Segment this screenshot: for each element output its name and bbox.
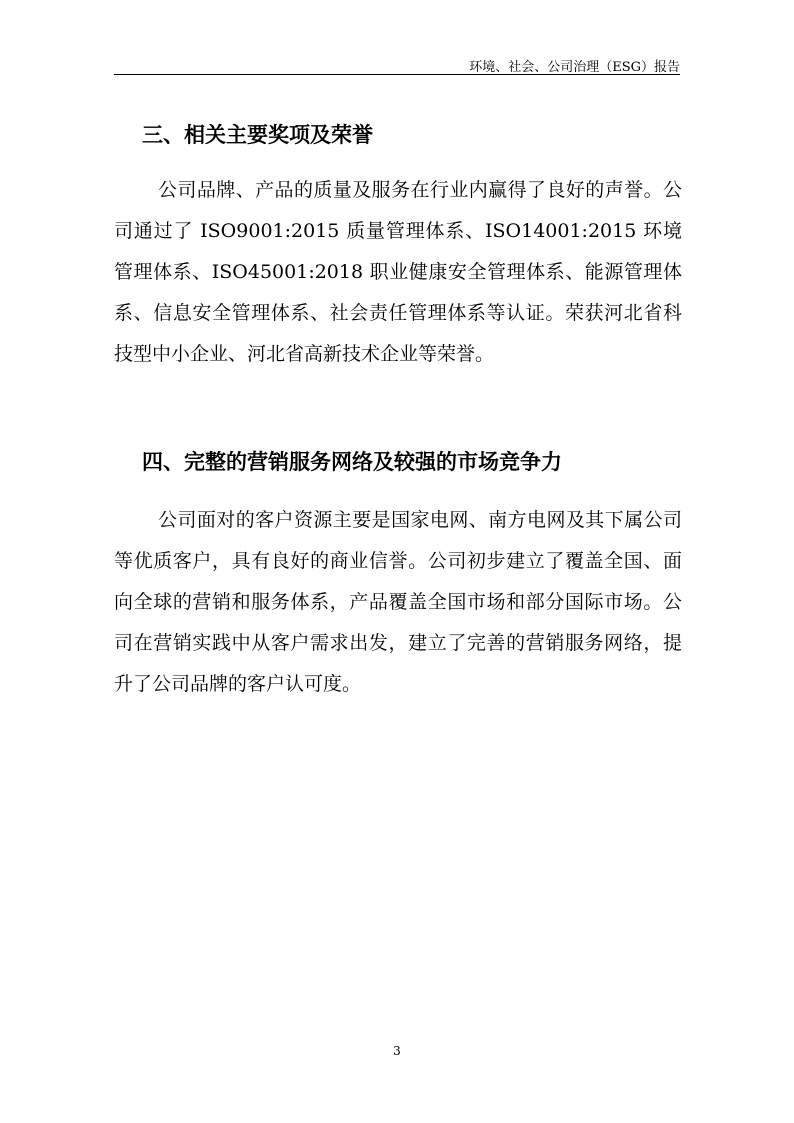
section-paragraph-awards: 公司品牌、产品的质量及服务在行业内赢得了良好的声誉。公司通过了 ISO9001:2015 质量管理体系、ISO14001:2015 环境管理体系、ISO45001:2018 职业健康安全管理体系、能源管理体系、信息安全管理体系、社会责任管理体系等认证。荣获河北省科技型中小企业、河北省高新技术企业等荣誉。 [114, 179, 682, 365]
section-heading-marketing: 四、完整的营销服务网络及较强的市场竞争力 [142, 450, 562, 474]
report-header-title: 环境、社会、公司治理（ESG）报告 [469, 60, 680, 75]
header-divider [114, 74, 680, 75]
section-heading-awards: 三、相关主要奖项及荣誉 [142, 123, 373, 147]
page-number: 3 [393, 1044, 401, 1058]
section-paragraph-marketing: 公司面对的客户资源主要是国家电网、南方电网及其下属公司等优质客户，具有良好的商业信誉。公司初步建立了覆盖全国、面向全球的营销和服务体系，产品覆盖全国市场和部分国际市场。公司在营销实践中从客户需求出发，建立了完善的营销服务网络，提升了公司品牌的客户认可度。 [114, 509, 682, 695]
